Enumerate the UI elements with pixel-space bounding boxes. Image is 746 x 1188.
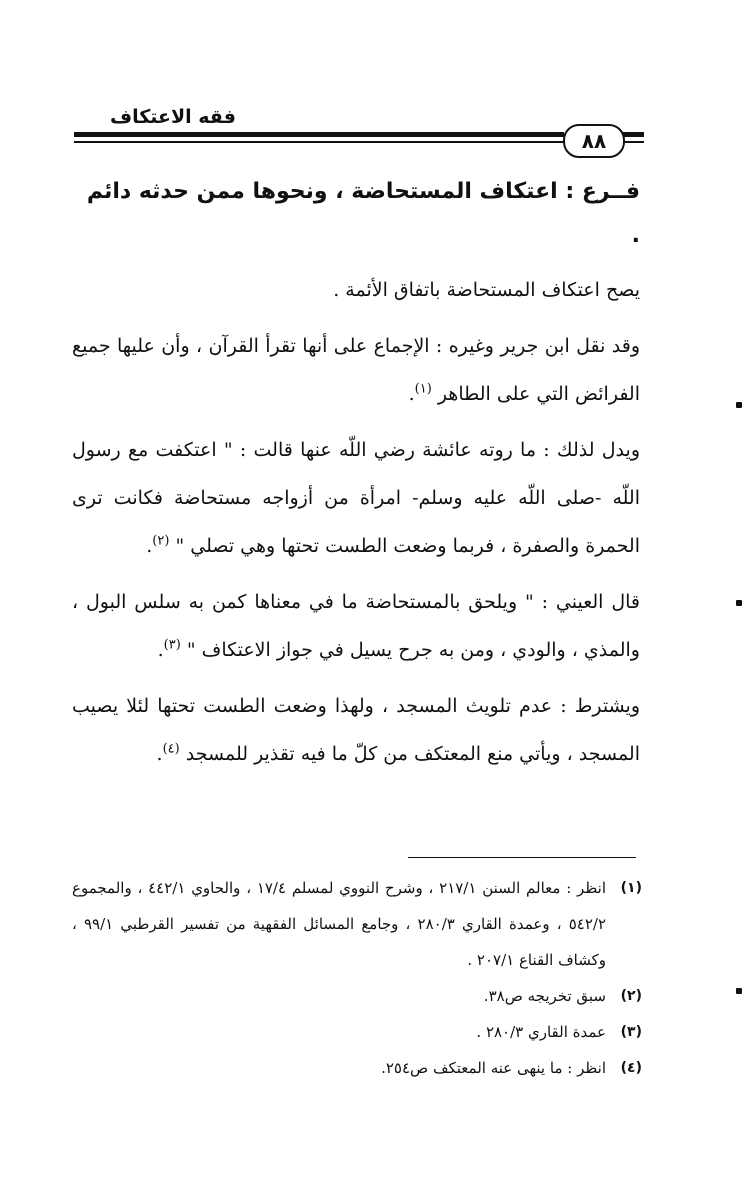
footnote-text: انظر : معالم السنن ٢١٧/١ ، وشرح النووي لمسلم ١٧/٤ ، والحاوي ٤٤٢/١ ، والمجموع ٥٤٢/٢ ، وعمدة القاري ٢٨٠/٣ ، وجامع المسائل الفقهية من تفسير القرطبي ٩٩/١ ، وكشاف القناع ٢٠٧/١ . (72, 879, 606, 969)
footnote-text: سبق تخريجه ص٣٨. (483, 987, 606, 1005)
paragraph-text: يصح اعتكاف المستحاضة باتفاق الأئمة . (333, 279, 640, 301)
paragraph-tail: . (146, 535, 153, 557)
footnote-3 (72, 1014, 642, 1050)
running-title: فقه الاعتكاف (110, 106, 236, 128)
page-number: ٨٨ (563, 124, 625, 158)
footnote-number: (٤) (620, 1060, 642, 1076)
footnote-text: عمدة القاري ٢٨٠/٣ . (476, 1023, 606, 1041)
header-rule-tail-thin (622, 141, 644, 143)
footnote-1 (72, 870, 642, 978)
paragraph-4 (72, 578, 640, 674)
footnote-ref: (٤) (162, 741, 180, 757)
scan-margin-mark (736, 402, 742, 408)
footnote-separator (408, 857, 636, 858)
footnote-2 (72, 978, 642, 1014)
scan-margin-mark (736, 988, 742, 994)
header-rule (74, 132, 564, 137)
paragraph-text: قال العيني : " ويلحق بالمستحاضة ما في معناها كمن به سلس البول ، والمذي ، والودي ، ومن به جرح يسيل في جواز الاعتكاف " (72, 591, 640, 661)
paragraph-text: ويدل لذلك : ما روته عائشة رضي اللّه عنها قالت : " اعتكفت مع رسول اللّه -صلى اللّه عليه وسلم- امرأة من أزواجه مستحاضة فكانت ترى الحمرة والصفرة ، فربما وضعت الطست تحتها وهي تصلي " (72, 439, 640, 557)
paragraph-tail: . (408, 383, 415, 405)
paragraph-3 (72, 426, 640, 570)
header-rule-tail (622, 132, 644, 137)
paragraph-tail: . (157, 639, 164, 661)
main-text (72, 170, 640, 786)
footnote-ref: (١) (414, 381, 432, 397)
header-rule-thin (74, 141, 564, 143)
paragraph-tail: . (156, 743, 163, 765)
footnote-text: انظر : ما ينهى عنه المعتكف ص٢٥٤. (381, 1059, 606, 1077)
paragraph-2 (72, 322, 640, 418)
footnote-ref: (٢) (152, 533, 170, 549)
footnote-number: (٢) (620, 988, 642, 1004)
scan-margin-mark (736, 600, 742, 606)
paragraph-text: ويشترط : عدم تلويث المسجد ، ولهذا وضعت الطست تحتها لئلا يصيب المسجد ، ويأتي منع المعتكف من كلّ ما فيه تقذير للمسجد (72, 695, 640, 765)
footnote-number: (٣) (620, 1024, 642, 1040)
paragraph-5 (72, 682, 640, 778)
footnote-4 (72, 1050, 642, 1086)
footnote-ref: (٣) (163, 637, 181, 653)
footnotes (72, 870, 642, 1086)
paragraph-text: وقد نقل ابن جرير وغيره : الإجماع على أنها تقرأ القرآن ، وأن عليها جميع الفرائض التي على الطاهر (72, 335, 640, 405)
section-heading: فــرع : اعتكاف المستحاضة ، ونحوها ممن حدثه دائم . (86, 179, 640, 248)
paragraph-1 (72, 266, 640, 314)
footnote-number: (١) (620, 880, 642, 896)
